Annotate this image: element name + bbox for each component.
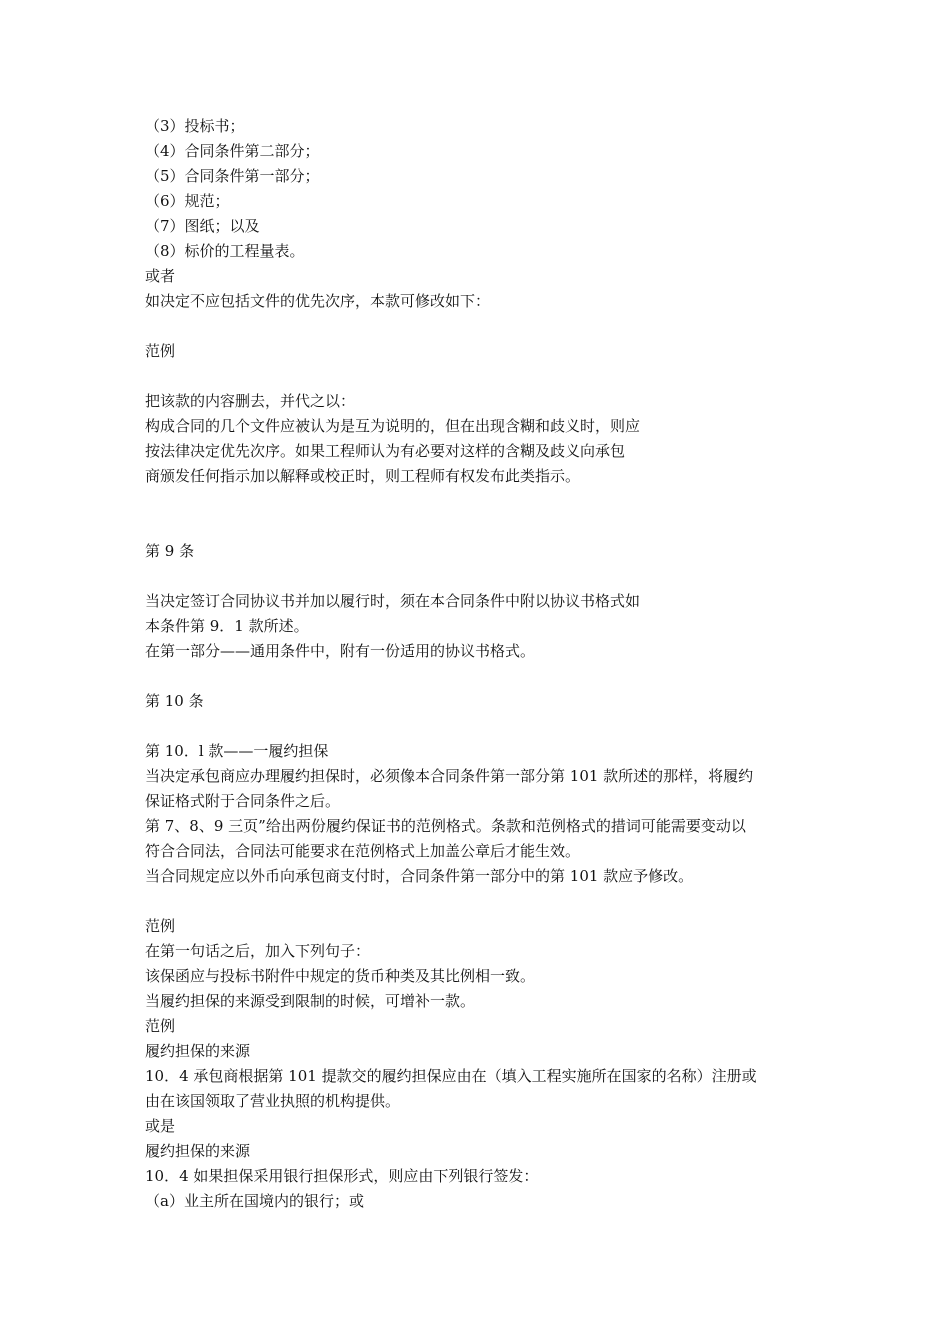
paragraph-text: 当决定签订合同协议书并加以履行时，须在本合同条件中附以协议书格式如 <box>145 592 641 610</box>
article-9-heading: 第 9 条 <box>145 542 195 560</box>
example-heading: 范例 <box>145 917 176 935</box>
paragraph-text: 符合合同法，合同法可能要求在范例格式上加盖公章后才能生效。 <box>145 842 581 860</box>
paragraph-text: 在第一句话之后，加入下列句子： <box>145 942 371 960</box>
list-item-3: （3）投标书； <box>145 117 245 135</box>
paragraph-or: 或是 <box>145 1117 176 1135</box>
paragraph-text: 本条件第 9．1 款所述。 <box>145 617 309 635</box>
paragraph-text: 按法律决定优先次序。如果工程师认为有必要对这样的含糊及歧义向承包 <box>145 442 626 460</box>
paragraph-text: 如决定不应包括文件的优先次序，本款可修改如下： <box>145 292 491 310</box>
subheading: 履约担保的来源 <box>145 1142 251 1160</box>
paragraph-or: 或者 <box>145 267 176 285</box>
article-10-heading: 第 10 条 <box>145 692 204 710</box>
example-heading: 范例 <box>145 1017 176 1035</box>
list-item-7: （7）图纸；以及 <box>145 217 260 235</box>
paragraph-text: 当合同规定应以外币向承包商支付时，合同条件第一部分中的第 101 款应予修改。 <box>145 867 694 885</box>
paragraph-text: 第 7、8、9 三页”给出两份履约保证书的范例格式。条款和范例格式的措词可能需要变动以 <box>145 817 746 835</box>
clause-10-1-heading: 第 10．l 款——一履约担保 <box>145 742 329 760</box>
paragraph-text: 保证格式附于合同条件之后。 <box>145 792 341 810</box>
list-item-6: （6）规范； <box>145 192 230 210</box>
list-item-8: （8）标价的工程量表。 <box>145 242 305 260</box>
example-heading: 范例 <box>145 342 176 360</box>
paragraph-text: 当决定承包商应办理履约担保时，必须像本合同条件第一部分第 101 款所述的那样，将履约 <box>145 767 754 785</box>
list-item-a: （a）业主所在国境内的银行；或 <box>145 1192 364 1210</box>
paragraph-text: 在第一部分——通用条件中，附有一份适用的协议书格式。 <box>145 642 536 660</box>
paragraph-text: 把该款的内容删去，并代之以： <box>145 392 356 410</box>
paragraph-text: 该保函应与投标书附件中规定的货币种类及其比例相一致。 <box>145 967 536 985</box>
paragraph-text: 构成合同的几个文件应被认为是互为说明的，但在出现含糊和歧义时，则应 <box>145 417 641 435</box>
paragraph-text: 当履约担保的来源受到限制的时候，可增补一款。 <box>145 992 476 1010</box>
subheading: 履约担保的来源 <box>145 1042 251 1060</box>
list-item-4: （4）合同条件第二部分； <box>145 142 320 160</box>
paragraph-text: 由在该国领取了营业执照的机构提供。 <box>145 1092 401 1110</box>
paragraph-text: 10．4 如果担保采用银行担保形式，则应由下列银行签发： <box>145 1167 539 1185</box>
paragraph-text: 10．4 承包商根据第 101 提款交的履约担保应由在（填入工程实施所在国家的名称）注册或 <box>145 1067 757 1085</box>
paragraph-text: 商颁发任何指示加以解释或校正时，则工程师有权发布此类指示。 <box>145 467 581 485</box>
list-item-5: （5）合同条件第一部分； <box>145 167 320 185</box>
